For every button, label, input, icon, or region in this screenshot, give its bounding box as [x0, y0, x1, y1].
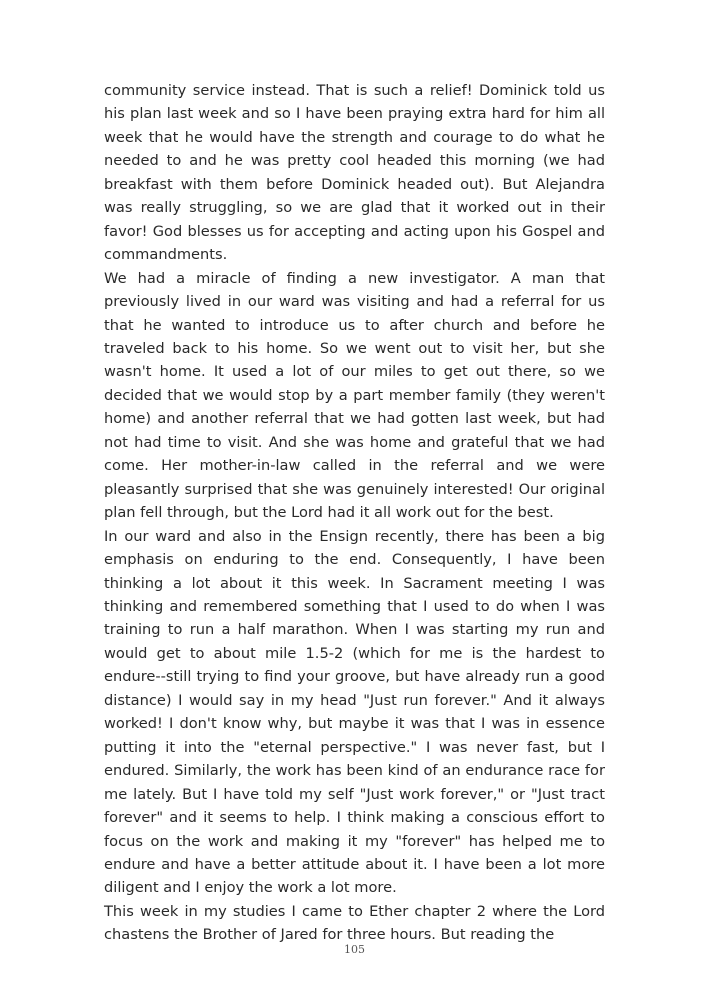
- paragraph-3: In our ward and also in the Ensign recently, there has been a big emphasis on enduring to the end. Consequently, I have been thinking a lot about it this week. In Sacrament meeting I was thinking and remembered something that I used to do when I was training to run a half marathon. When I was starting my run and would get to about mile 1.5-2 (which for me is the hardest to endure--still trying to find your groove, but have already run a good distance) I would say in my head "Just run forever." And it always worked! I don't know why, but maybe it was that I was in essence putting it into the "eternal perspective." I was never fast, but I endured. Similarly, the work has been kind of an endurance race for me lately. But I have told my self "Just work forever," or "Just tract forever" and it seems to help. I think making a conscious effort to focus on the work and making it my "forever" has helped me to endure and have a better attitude about it. I have been a lot more diligent and I enjoy the work a lot more.: [104, 527, 605, 897]
- body-text: [104, 79, 605, 947]
- paragraph-1: community service instead. That is such a relief! Dominick told us his plan last week and so I have been praying extra hard for him all week that he would have the strength and courage to do what he needed to and he was pretty cool headed this morning (we had breakfast with them before Dominick headed out). But Alejandra was really struggling, so we are glad that it worked out in their favor! God blesses us for accepting and acting upon his Gospel and commandments.: [104, 82, 605, 264]
- page-number: 105: [344, 943, 365, 956]
- paragraph-2: We had a miracle of finding a new investigator. A man that previously lived in our ward was visiting and had a referral for us that he wanted to introduce us to after church and before he traveled back to his home. So we went out to visit her, but she wasn't home. It used a lot of our miles to get out there, so we decided that we would stop by a part member family (they weren't home) and another referral that we had gotten last week, but had not had time to visit. And she was home and grateful that we had come. Her mother-in-law called in the referral and we were pleasantly surprised that she was genuinely interested! Our original plan fell through, but the Lord had it all work out for the best.: [104, 269, 605, 522]
- paragraph-4: This week in my studies I came to Ether chapter 2 where the Lord chastens the Brother of Jared for three hours. But reading the: [104, 902, 605, 944]
